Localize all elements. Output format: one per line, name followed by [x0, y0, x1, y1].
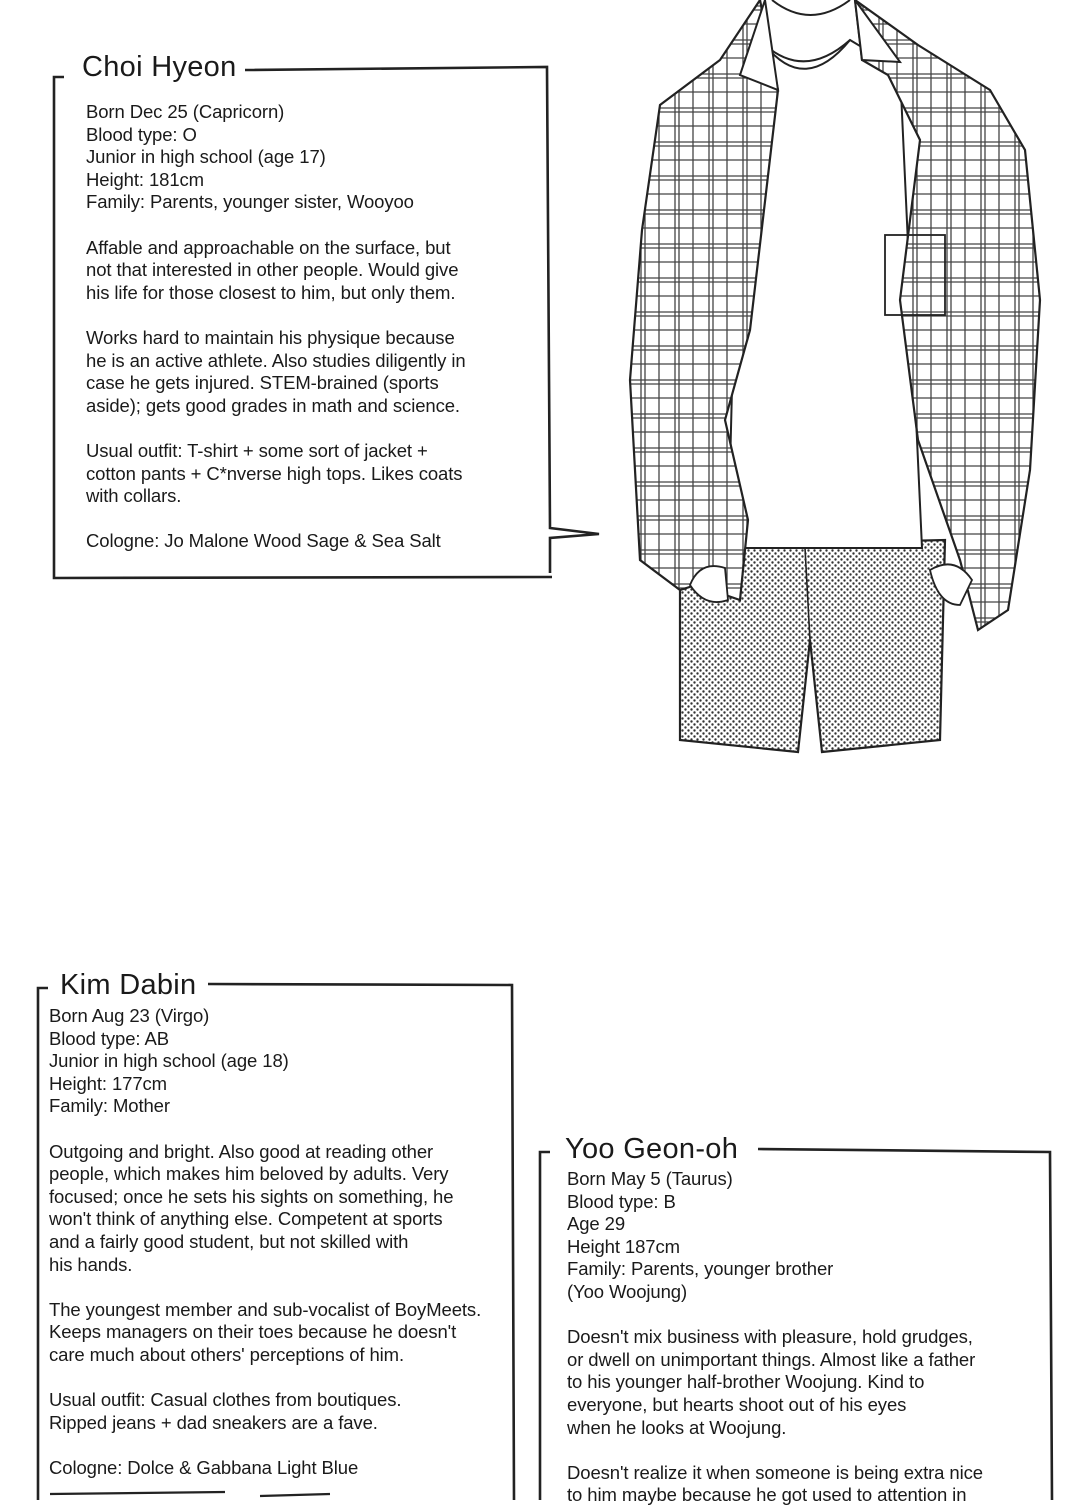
profile-text [49, 1005, 481, 1479]
cologne-block [49, 1457, 481, 1480]
born-line: Born Dec 25 (Capricorn) [86, 101, 285, 122]
outfit-block [49, 1389, 481, 1434]
text-line: focused; once he sets his sights on something, he [49, 1185, 454, 1207]
family-line: Family: Parents, younger sister, Wooyoo [86, 191, 414, 213]
text-line: with collars. [86, 485, 182, 507]
cologne-line: Cologne: Dolce & Gabbana Light Blue [49, 1456, 359, 1478]
career-block [49, 1299, 481, 1367]
height-line: Height: 177cm [49, 1072, 167, 1094]
habits-block [86, 327, 466, 417]
outfit-block [86, 440, 466, 508]
more-block [567, 1462, 983, 1507]
text-line: case he gets injured. STEM-brained (sports [86, 372, 439, 394]
text-line: Usual outfit: T-shirt + some sort of jacket + [86, 439, 428, 461]
blood-line: Blood type: AB [49, 1027, 169, 1049]
height-line: Height 187cm [567, 1235, 680, 1257]
stats-block [49, 1005, 481, 1118]
text-line: when he looks at Woojung. [567, 1416, 787, 1438]
cologne-line: Cologne: Jo Malone Wood Sage & Sea Salt [86, 530, 441, 552]
profile-name: Yoo Geon-oh [557, 1132, 746, 1166]
text-line: or dwell on unimportant things. Almost like a father [567, 1348, 976, 1370]
text-line: cotton pants + C*nverse high tops. Likes coats [86, 462, 463, 484]
school-line: Junior in high school (age 18) [49, 1050, 289, 1072]
text-line: Ripped jeans + dad sneakers are a fave. [49, 1411, 378, 1433]
text-line: The youngest member and sub-vocalist of BoyMeets. [49, 1298, 482, 1320]
school-line: Junior in high school (age 17) [86, 146, 326, 168]
text-line: Usual outfit: Casual clothes from boutiques. [49, 1389, 402, 1411]
text-line: everyone, but hearts shoot out of his eyes [567, 1393, 907, 1415]
born-line: Born May 5 (Taurus) [567, 1168, 733, 1189]
text-line: his life for those closest to him, but only them. [86, 281, 456, 303]
text-line: to his younger half-brother Woojung. Kind to [567, 1371, 925, 1393]
text-line: Doesn't mix business with pleasure, hold grudges, [567, 1326, 973, 1348]
personality-block [86, 237, 466, 305]
stats-block [567, 1168, 983, 1304]
text-line: his hands. [49, 1253, 133, 1275]
text-line: people, which makes him beloved by adults. Very [49, 1163, 449, 1185]
text-line: aside); gets good grades in math and science. [86, 394, 460, 416]
stats-block [86, 101, 466, 214]
born-line: Born Aug 23 (Virgo) [49, 1005, 210, 1026]
text-line: Outgoing and bright. Also good at reading other [49, 1140, 434, 1162]
profile-text [567, 1168, 983, 1507]
profile-name: Choi Hyeon [74, 50, 245, 84]
profile-text [86, 101, 466, 553]
text-line: care much about others' perceptions of him. [49, 1343, 405, 1365]
profile-choi-hyeon [44, 50, 604, 585]
text-line: and a fairly good student, but not skilled with [49, 1230, 409, 1252]
text-line: Affable and approachable on the surface, but [86, 236, 451, 258]
text-line: not that interested in other people. Would give [86, 259, 459, 281]
text-line: he is an active athlete. Also studies diligently in [86, 349, 466, 371]
profile-name: Kim Dabin [52, 968, 204, 1002]
text-line: Works hard to maintain his physique because [86, 326, 455, 348]
text-line: Doesn't realize it when someone is being extra nice [567, 1461, 983, 1483]
text-line: to him maybe because he got used to attention in [567, 1484, 967, 1506]
cologne-block [86, 530, 466, 553]
personality-block [49, 1141, 481, 1277]
age-line: Age 29 [567, 1213, 626, 1235]
family-line: Family: Parents, younger brother [567, 1258, 834, 1280]
blood-line: Blood type: O [86, 123, 197, 145]
family-line: (Yoo Woojung) [567, 1280, 688, 1302]
profile-kim-dabin [30, 968, 530, 1500]
blood-line: Blood type: B [567, 1190, 676, 1212]
character-illustration [600, 0, 1080, 770]
neck [772, 0, 850, 15]
text-line: won't think of anything else. Competent at sports [49, 1208, 443, 1230]
profile-yoo-geon-oh [530, 1132, 1060, 1506]
text-line: Keeps managers on their toes because he doesn't [49, 1321, 457, 1343]
personality-block [567, 1326, 983, 1439]
family-line: Family: Mother [49, 1095, 170, 1117]
height-line: Height: 181cm [86, 168, 204, 190]
